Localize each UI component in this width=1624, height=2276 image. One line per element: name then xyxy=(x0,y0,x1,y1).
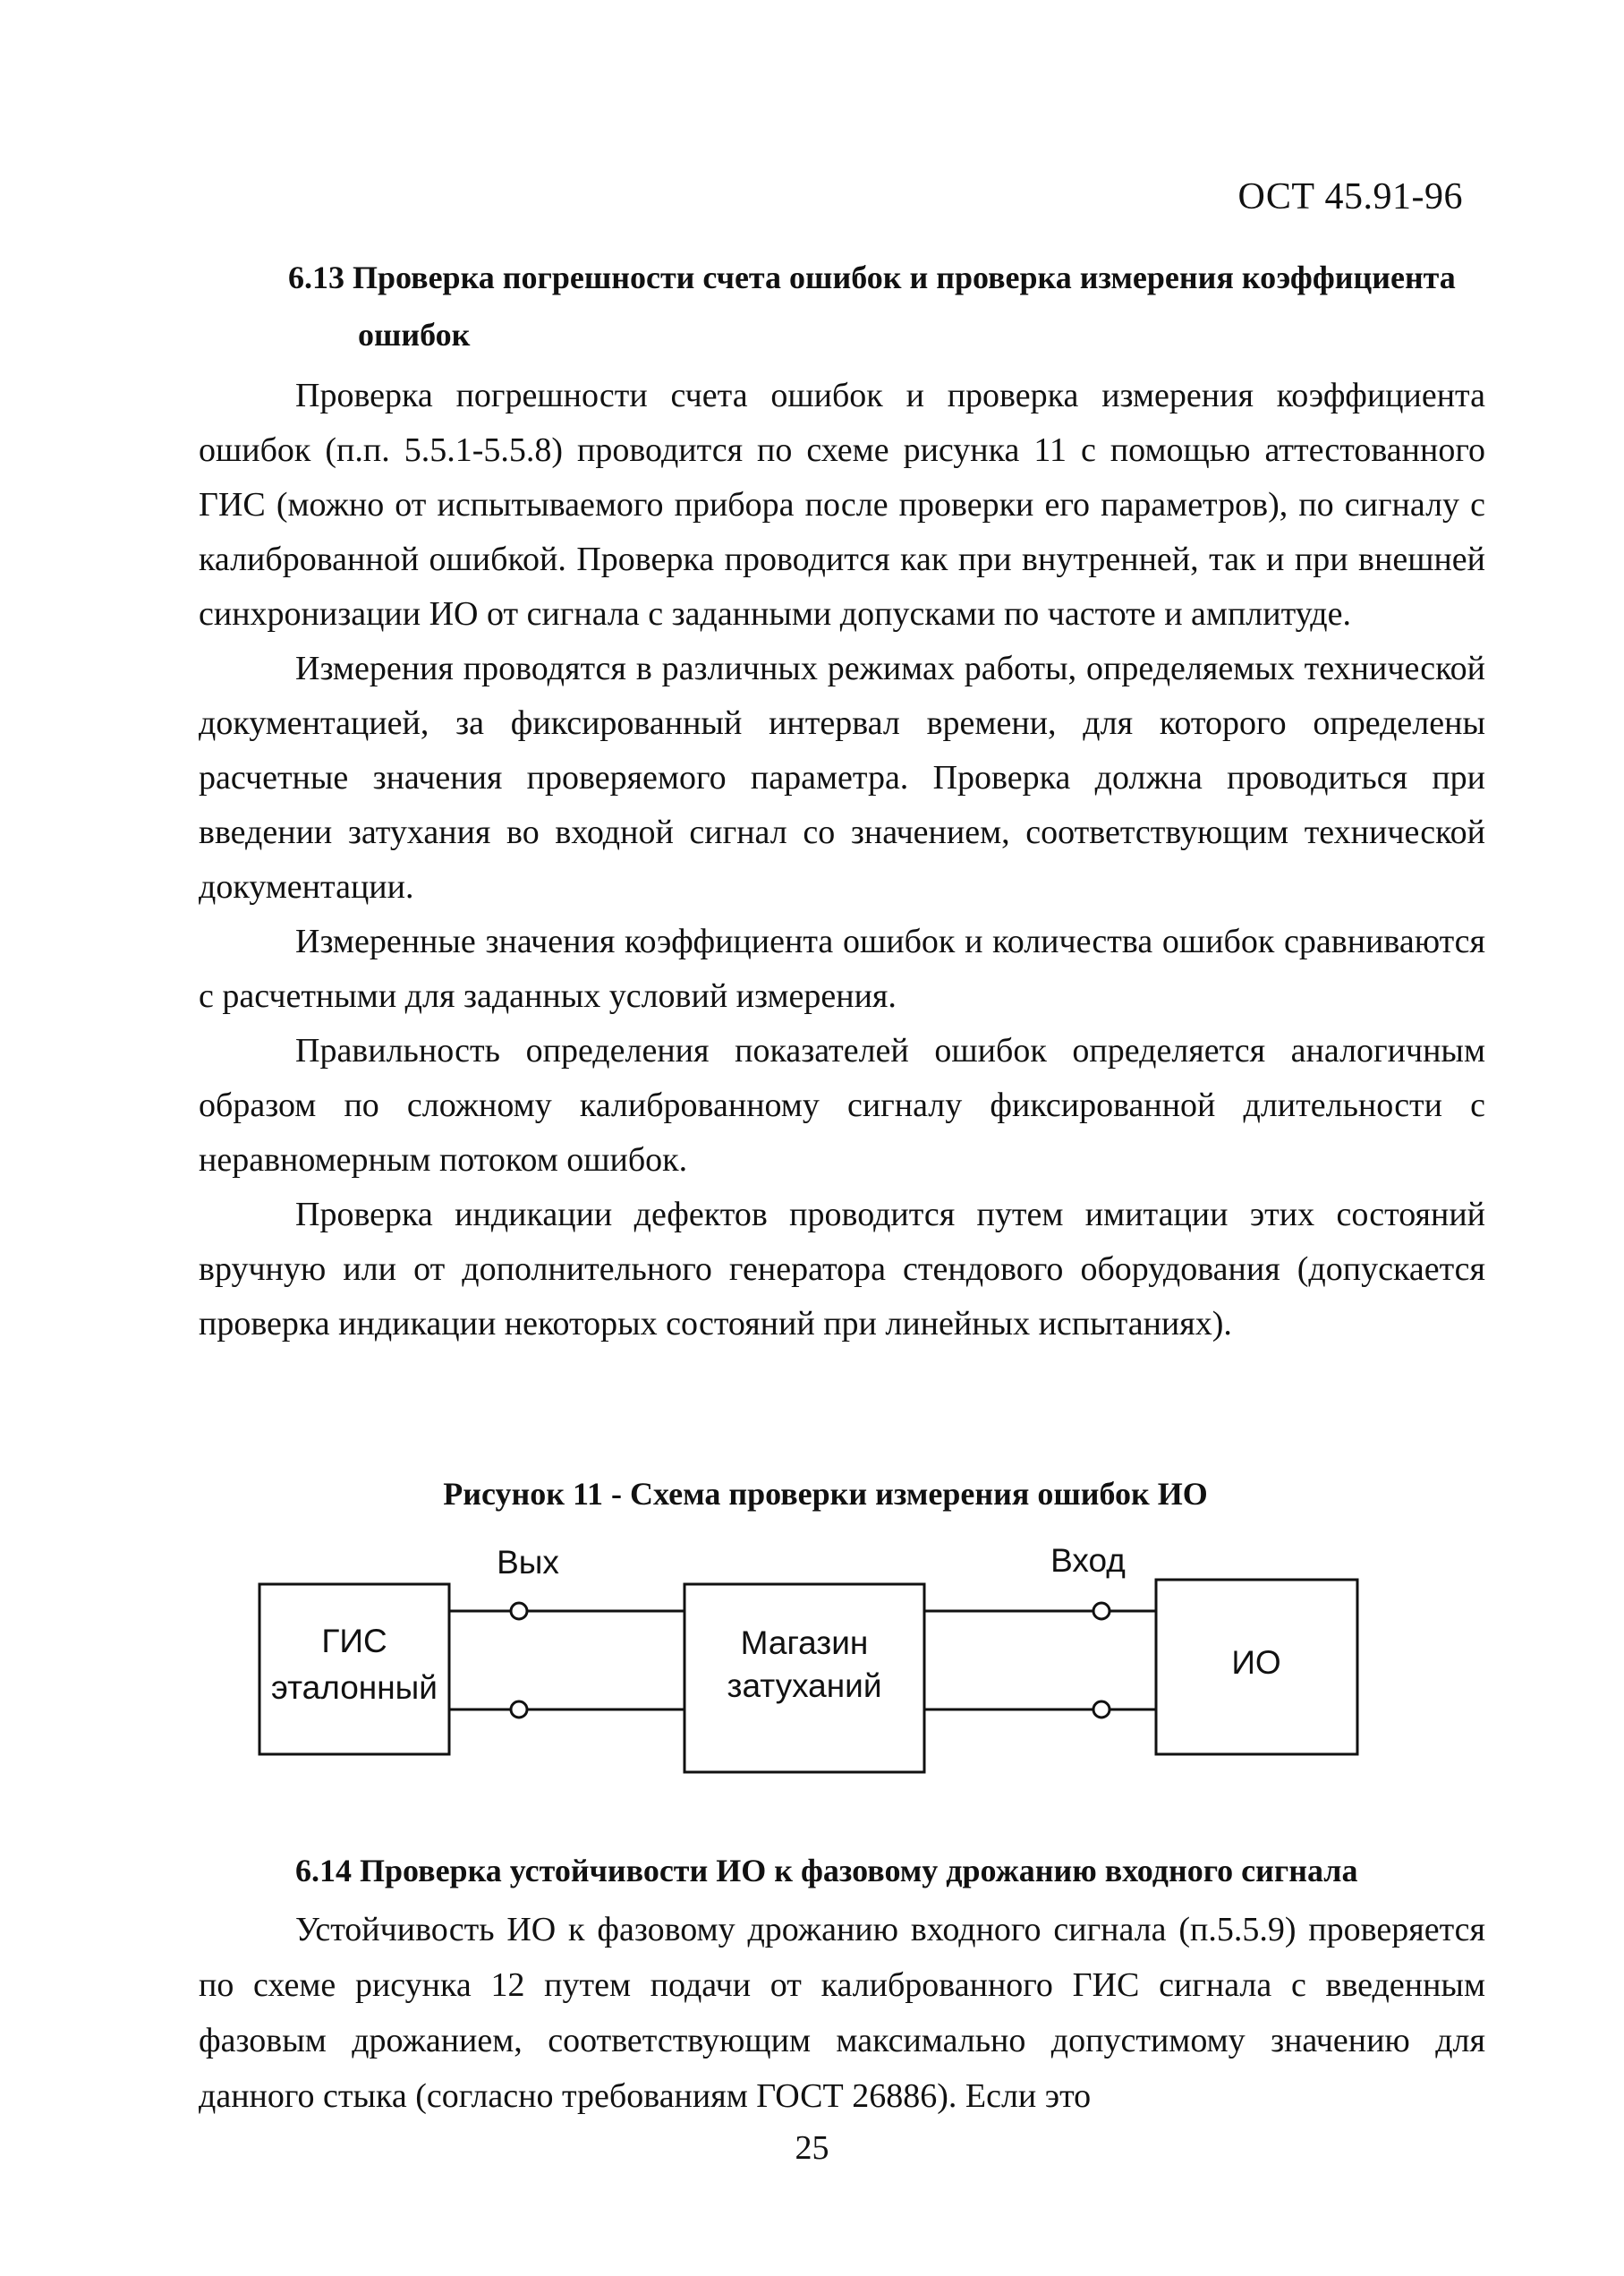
terminal-bottom-right xyxy=(1093,1701,1110,1718)
document-code: ОСТ 45.91-96 xyxy=(1237,176,1463,217)
paragraph: Правильность определения показателей ошибок определяется аналогичным образом по сложному калиброванному сигналу фиксированной длительности с неравномерным потоком ошибок. xyxy=(199,1032,1485,1179)
gis-block-label-2: эталонный xyxy=(271,1669,438,1706)
paragraph: Устойчивость ИО к фазовому дрожанию входного сигнала (п.5.5.9) проверяется по схеме рисунка 12 путем подачи от калиброванного ГИС сигнала с введенным фазовым дрожанием, соответствующим максимально допустимому значению для данного стыка (согласно требованиям ГОСТ 26886). Если это xyxy=(199,1911,1485,2115)
io-block xyxy=(1156,1580,1357,1754)
paragraph: Измерения проводятся в различных режимах работы, определяемых технической документацией, за фиксированный интервал времени, для которого определены расчетные значения проверяемого параметра. Проверка должна проводиться при введении затухания во входной сигнал со значением, соответствующим технической документации. xyxy=(199,650,1485,906)
attenuator-block-label-2: затуханий xyxy=(727,1667,882,1704)
section-heading-6-13 xyxy=(288,249,1487,363)
io-block-label: ИО xyxy=(1231,1644,1281,1681)
terminal-top-left xyxy=(511,1603,527,1619)
paragraph: Проверка индикации дефектов проводится путем имитации этих состояний вручную или от дополнительного генератора стендового оборудования (допускается проверка индикации некоторых состояний при линейных испытаниях). xyxy=(199,1196,1485,1343)
gis-block-label-1: ГИС xyxy=(321,1623,387,1659)
output-label: Вых xyxy=(497,1544,559,1581)
section-heading-6-14: 6.14 Проверка устойчивости ИО к фазовому дрожанию входного сигнала xyxy=(295,1853,1358,1888)
attenuator-block-label-1: Магазин xyxy=(740,1624,869,1661)
section-6-13-body xyxy=(199,369,1485,1351)
section-heading-6-13-line2: ошибок xyxy=(358,317,471,353)
terminal-top-right xyxy=(1093,1603,1110,1619)
gis-block xyxy=(259,1584,449,1754)
figure-11-caption: Рисунок 11 - Схема проверки измерения ошибок ИО xyxy=(443,1476,1208,1512)
section-heading-6-13-line1: 6.13 Проверка погрешности счета ошибок и проверка измерения коэффициента xyxy=(288,260,1456,295)
input-label: Вход xyxy=(1050,1542,1126,1579)
paragraph: Проверка погрешности счета ошибок и проверка измерения коэффициента ошибок (п.п. 5.5.1-5.5.8) проводится по схеме рисунка 11 с помощью аттестованного ГИС (можно от испытываемого прибора после проверки его параметров), по сигналу с калиброванной ошибкой. Проверка проводится как при внутренней, так и при внешней синхронизации ИО от сигнала с заданными допусками по частоте и амплитуде. xyxy=(199,377,1485,633)
terminal-bottom-left xyxy=(511,1701,527,1718)
paragraph: Измеренные значения коэффициента ошибок и количества ошибок сравниваются с расчетными для заданных условий измерения. xyxy=(199,923,1485,1015)
page-number: 25 xyxy=(795,2129,829,2167)
attenuator-block xyxy=(684,1584,924,1772)
section-6-14-body xyxy=(199,1902,1485,2124)
